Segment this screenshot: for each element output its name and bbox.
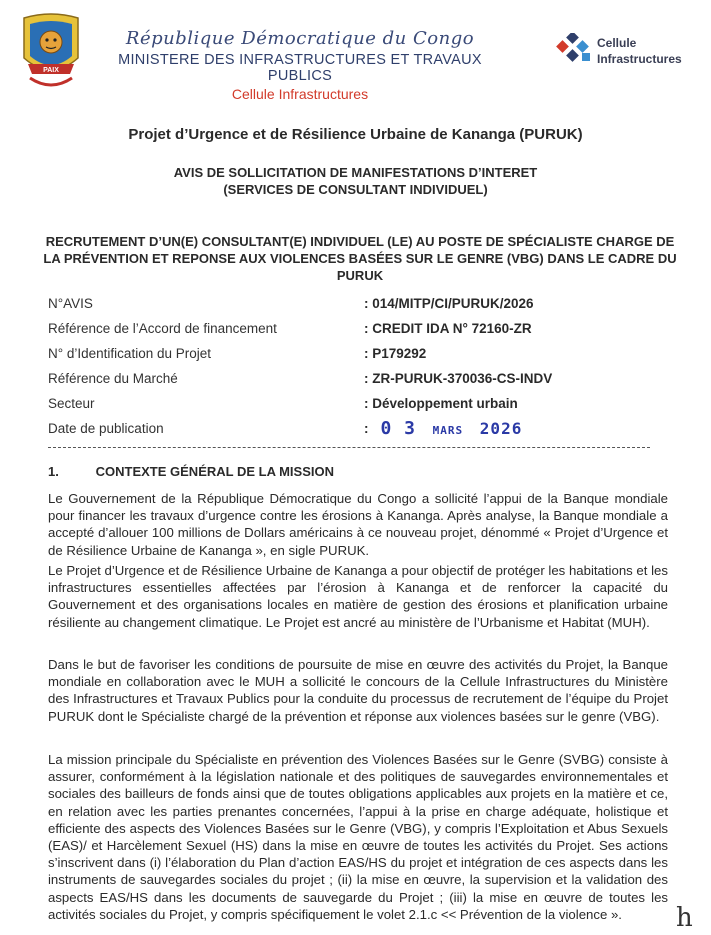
project-title: Projet d’Urgence et de Résilience Urbaine de Kananga (PURUK) bbox=[128, 126, 583, 143]
meta-value: : ZR-PURUK-370036-CS-INDV bbox=[364, 371, 553, 386]
paragraph: La mission principale du Spécialiste en prévention des Violences Basées sur le Genre (SVBG) consiste à assurer, conformément à la législation nationale et des politiques de sauvegardes environnementales et sociales des bailleurs de fonds ainsi que de toutes obligations applicables aux projets en la matière et ce, en relation avec les parties prenantes concernées, l’appui à la prise en charge adéquate, holistique et efficiente des aspects des Violences Basées sur le Genre (VBG), y compris l’Exploitation et Abus Sexuels (EAS)/ et Harcèlement Sexuel (HS) dans la mise en œuvre de toutes les activités du Projet. Ses actions s’inscrivent dans (i) l’élaboration du Plan d’action EAS/HS du projet et intégration de ces aspects dans les instruments de sauvegardes sociales du projet ; (ii) la mise en œuvre, la supervision et la validation des aspects EAS/HS dans les documents de sauvegarde du Projet ; (iii) la mise en œuvre de toutes les activités sociales du Projet, y compris spécifiquement le volet 2.1.c << Prévention de la violence ». bbox=[48, 752, 668, 922]
date-stamp-year: 2026 bbox=[479, 419, 523, 438]
section-heading bbox=[48, 464, 334, 479]
paragraph: Le Gouvernement de la République Démocratique du Congo a sollicité l’appui de la Banque mondiale pour financer les travaux d’urgence contre les érosions à Kananga. Après analyse, la Banque mondiale a accepté d’allouer 100 millions de Dollars américains à ce nouveau projet, dénommé « Projet d’Urgence et de Résilience Urbaine de Kananga », en sigle PURUK. bbox=[48, 491, 668, 558]
meta-label: N° d’Identification du Projet bbox=[48, 346, 211, 361]
meta-label: N°AVIS bbox=[48, 296, 93, 311]
date-stamp-month: MARS bbox=[432, 424, 464, 437]
section-title: CONTEXTE GÉNÉRAL DE LA MISSION bbox=[95, 464, 334, 479]
meta-value: : bbox=[364, 421, 369, 436]
meta-label: Référence de l’Accord de financement bbox=[48, 321, 277, 336]
cellule-name: Cellule Infrastructures bbox=[231, 86, 369, 102]
coat-of-arms-seal bbox=[20, 12, 82, 94]
svg-text:PAIX: PAIX bbox=[43, 67, 59, 74]
separator-line bbox=[48, 447, 650, 448]
cellule-logo-text: Cellule Infrastructures bbox=[597, 36, 682, 66]
meta-row bbox=[48, 366, 668, 391]
ministry-name: MINISTERE DES INFRASTRUCTURES ET TRAVAUX PUBLICS bbox=[118, 52, 482, 84]
meta-row bbox=[48, 316, 668, 341]
meta-label: Référence du Marché bbox=[48, 371, 178, 386]
meta-row bbox=[48, 416, 668, 441]
meta-value: : P179292 bbox=[364, 346, 427, 361]
meta-row bbox=[48, 341, 668, 366]
notice-reference-table bbox=[48, 291, 668, 441]
meta-row bbox=[48, 391, 668, 416]
section-number: 1. bbox=[48, 464, 59, 479]
republic-name: République Démocratique du Congo bbox=[125, 28, 475, 49]
letterhead bbox=[100, 28, 500, 102]
recruitment-title: RECRUTEMENT D’UN(E) CONSULTANT(E) INDIVIDUEL (LE) AU POSTE DE SPÉCIALISTE CHARGE DE LA PRÉVENTION ET REPONSE AUX VIOLENCES BASÉES SUR LE GENRE (VBG) DANS LE CADRE DU PURUK bbox=[43, 234, 677, 283]
meta-label: Secteur bbox=[48, 396, 95, 411]
paragraph: Le Projet d’Urgence et de Résilience Urbaine de Kananga a pour objectif de protéger les habitations et les infrastructures essentielles affectées par l’érosion à Kananga et de renforcer la capacité du Gouvernement et des organisations locales en matière de gestion des érosions et planification urbaine résiliente au changement climatique. Le Projet est ancré au ministère de l’Urbanisme et Habitat (MUH). bbox=[48, 563, 668, 630]
paragraph: Dans le but de favoriser les conditions de poursuite de mise en œuvre des activités du Projet, la Banque mondiale en collaboration avec le MUH a sollicité le concours de la Cellule Infrastructures du Ministère des Infrastructures et Travaux Publics pour la conduite du processus de recrutement de l’équipe du Projet PURUK dont le Spécialiste chargé de la prévention et réponse aux violences basées sur le genre (VBG). bbox=[48, 657, 668, 724]
publication-date-stamp bbox=[381, 418, 523, 439]
date-stamp-day: 0 3 bbox=[380, 418, 417, 439]
meta-value: : Développement urbain bbox=[364, 396, 518, 411]
meta-value: : CREDIT IDA N° 72160-ZR bbox=[364, 321, 532, 336]
meta-row bbox=[48, 291, 668, 316]
notice-title: AVIS DE SOLLICITATION DE MANIFESTATIONS D’INTERET (SERVICES DE CONSULTANT INDIVIDUEL) bbox=[173, 165, 538, 197]
cellule-logo-mark-icon bbox=[552, 33, 596, 69]
meta-label: Date de publication bbox=[48, 421, 164, 436]
handwritten-initial: h bbox=[676, 903, 693, 933]
meta-value: : 014/MITP/CI/PURUK/2026 bbox=[364, 296, 534, 311]
